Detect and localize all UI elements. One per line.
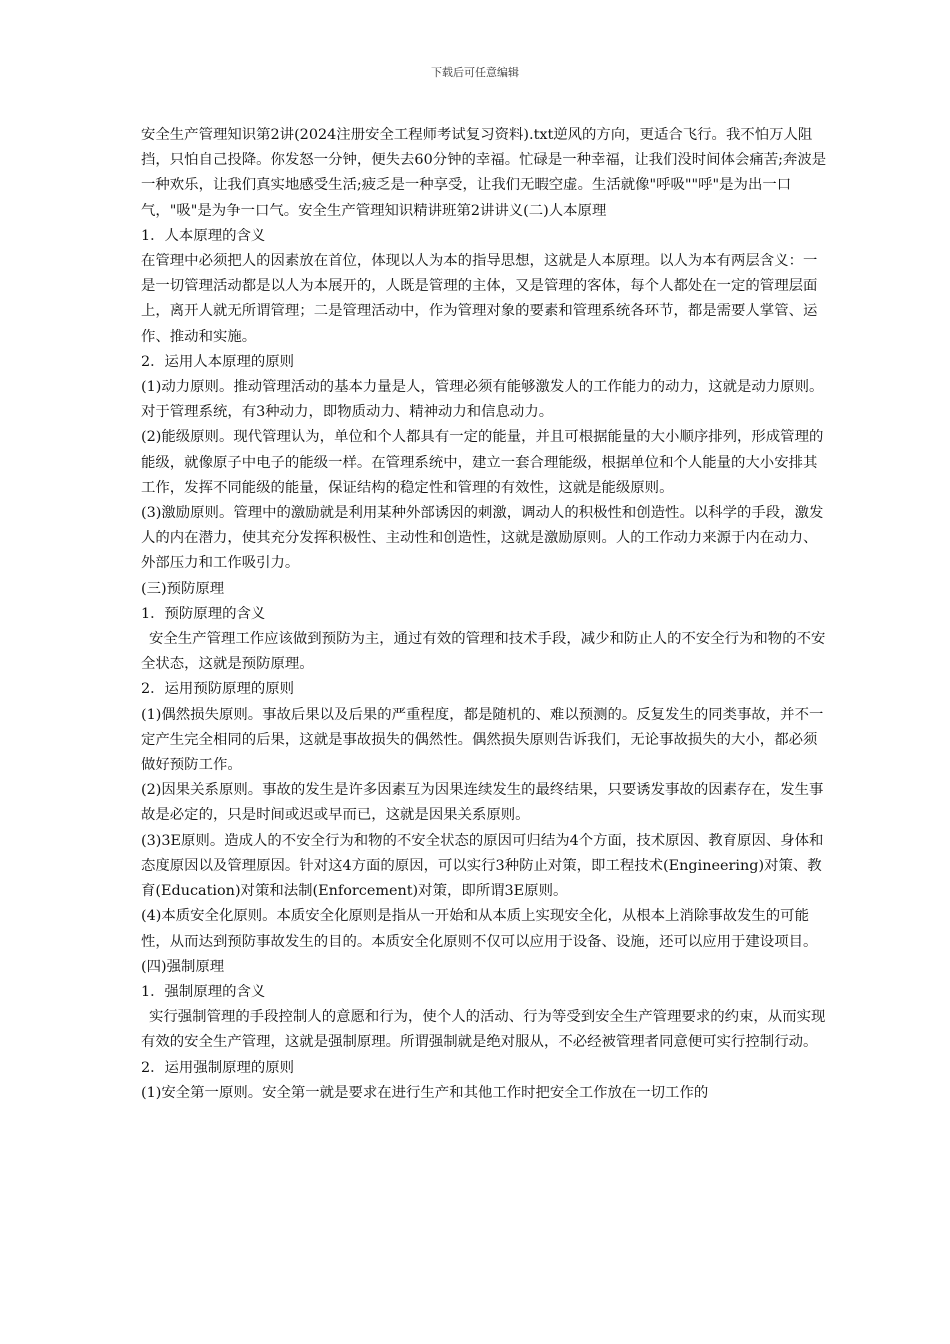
document-body (141, 123, 831, 1106)
section-heading: 2．运用人本原理的原则 (141, 353, 295, 370)
section-heading: 1．强制原理的含义 (141, 983, 266, 1000)
paragraph: (1)动力原则。推动管理活动的基本力量是人，管理必须有能够激发人的工作能力的动力，这就是动力原则。对于管理系统，有3种动力，即物质动力、精神动力和信息动力。 (141, 379, 824, 421)
paragraph: 安全生产管理工作应该做到预防为主，通过有效的管理和技术手段，减少和防止人的不安全行为和物的不安全状态，这就是预防原理。 (141, 631, 826, 673)
section-heading: (三)预防原理 (141, 580, 225, 597)
section-heading: 2．运用预防原理的原则 (141, 681, 295, 698)
paragraph: 实行强制管理的手段控制人的意愿和行为，使个人的活动、行为等受到安全生产管理要求的约束，从而实现有效的安全生产管理，这就是强制原理。所谓强制就是绝对服从，不必经被管理者同意便可实行控制行动。 (141, 1009, 826, 1051)
paragraph: (3)激励原则。管理中的激励就是利用某种外部诱因的刺激，调动人的积极性和创造性。以科学的手段，激发人的内在潜力，使其充分发挥积极性、主动性和创造性，这就是激励原则。人的工作动力来源于内在动力、外部压力和工作吸引力。 (141, 505, 824, 572)
paragraph: (2)因果关系原则。事故的发生是许多因素互为因果连续发生的最终结果，只要诱发事故的因素存在，发生事故是必定的，只是时间或迟或早而已，这就是因果关系原则。 (141, 782, 824, 824)
section-heading: 1．人本原理的含义 (141, 227, 266, 244)
paragraph: (2)能级原则。现代管理认为，单位和个人都具有一定的能量，并且可根据能量的大小顺序排列，形成管理的能级，就像原子中电子的能级一样。在管理系统中，建立一套合理能级，根据单位和个人能量的大小安排其工作，发挥不同能级的能量，保证结构的稳定性和管理的有效性，这就是能级原则。 (141, 429, 824, 496)
section-heading: 1．预防原理的含义 (141, 605, 266, 622)
paragraph: (1)偶然损失原则。事故后果以及后果的严重程度，都是随机的、难以预测的。反复发生的同类事故，并不一定产生完全相同的后果，这就是事故损失的偶然性。偶然损失原则告诉我们，无论事故损失的大小，都必须做好预防工作。 (141, 706, 824, 774)
paragraph: (4)本质安全化原则。本质安全化原则是指从一开始和从本质上实现安全化，从根本上消除事故发生的可能性，从而达到预防事故发生的目的。本质安全化原则不仅可以应用于设备、设施，还可以应用于建设项目。 (141, 908, 818, 950)
page-header-note: 下载后可任意编辑 (431, 66, 519, 79)
section-heading: (四)强制原理 (141, 958, 225, 975)
paragraph: (3)3E原则。造成人的不安全行为和物的不安全状态的原因可归结为4个方面，技术原因、教育原因、身体和态度原因以及管理原因。针对这4方面的原因，可以实行3种防止对策，即工程技术(Engineering)对策、教育(Education)对策和法制(Enforcement)对策，即所谓3E原则。 (141, 832, 824, 900)
paragraph: 安全生产管理知识第2讲(2024注册安全工程师考试复习资料).txt逆风的方向，更适合飞行。我不怕万人阻挡，只怕自己投降。你发怒一分钟，便失去60分钟的幸福。忙碌是一种幸福，让我们没时间体会痛苦;奔波是一种欢乐，让我们真实地感受生活;疲乏是一种享受，让我们无暇空虚。生活就像"呼吸""呼"是为出一口气，"吸"是为争一口气。安全生产管理知识精讲班第2讲讲义(二)人本原理 (141, 127, 827, 219)
paragraph: (1)安全第一原则。安全第一就是要求在进行生产和其他工作时把安全工作放在一切工作的 (141, 1084, 709, 1101)
paragraph: 在管理中必须把人的因素放在首位，体现以人为本的指导思想，这就是人本原理。以人为本有两层含义：一是一切管理活动都是以人为本展开的，人既是管理的主体，又是管理的客体，每个人都处在一定的管理层面上，离开人就无所谓管理；二是管理活动中，作为管理对象的要素和管理系统各环节，都是需要人掌管、运作、推动和实施。 (141, 253, 818, 345)
section-heading: 2．运用强制原理的原则 (141, 1059, 295, 1076)
